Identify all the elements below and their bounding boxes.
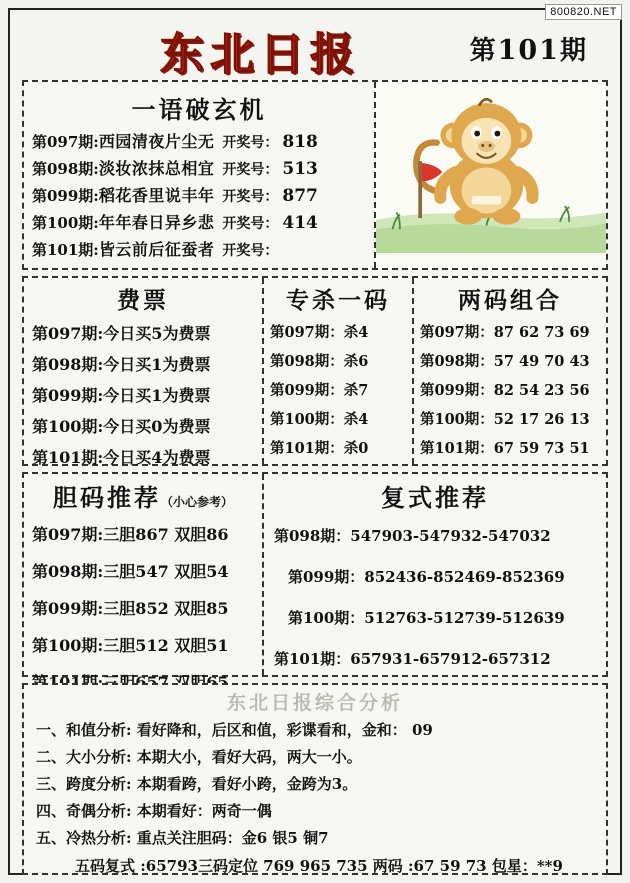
- feipiao-row: 第098期:今日买1为费票: [32, 355, 211, 374]
- fushi-row: 第101期：657931-657912-657312: [274, 650, 551, 668]
- analysis-footer: 五码复式 :65793三码定位 769 965 735 两码 :67 59 73 包星：**9: [75, 857, 563, 875]
- shayima-row: 第100期：杀4: [270, 411, 369, 428]
- section-three-columns: [22, 276, 608, 466]
- riddle-phrase: 年年春日异乡悲: [98, 213, 215, 232]
- danma-title: [24, 474, 262, 515]
- riddle-kj-number: 414: [282, 213, 318, 233]
- section-analysis: [22, 683, 608, 875]
- riddle-row: [24, 154, 374, 181]
- site-watermark: 800820.NET: [545, 4, 622, 20]
- analysis-row: 一、和值分析: 看好降和，后区和值，彩谍看和，金和： 09: [36, 721, 433, 739]
- liangma-row: 第101期：67 59 73 51: [420, 440, 590, 457]
- riddle-period: 第099期:: [32, 187, 99, 205]
- shayima-row: 第101期：杀0: [270, 440, 369, 457]
- issue-suffix: 期: [559, 36, 588, 66]
- riddle-row: [24, 235, 374, 262]
- riddle-kj-label: 开奖号：: [222, 243, 279, 259]
- monkey-illustration: [376, 82, 606, 253]
- riddle-kj-label: 开奖号：: [222, 162, 279, 178]
- issue-prefix: 第: [469, 36, 498, 66]
- riddle-row: [24, 181, 374, 208]
- riddle-kj-number: 513: [282, 159, 318, 179]
- riddle-phrase: 稻花香里说丰年: [98, 186, 215, 205]
- riddle-list: [24, 82, 376, 268]
- riddle-kj-label: 开奖号：: [222, 189, 279, 205]
- feipiao-row: 第100期:今日买0为费票: [32, 417, 211, 436]
- liangma-title: 两码组合: [458, 287, 562, 314]
- column-fushi: [264, 474, 606, 675]
- riddle-phrase: 西园清夜片尘无: [98, 132, 215, 151]
- danma-row: 第098期:三胆547 双胆54: [32, 562, 229, 581]
- liangma-row: 第097期：87 62 73 69: [420, 324, 590, 341]
- riddle-period: 第097期:: [32, 133, 99, 151]
- shayima-row: 第099期：杀7: [270, 382, 369, 399]
- section-recommendations: [22, 472, 608, 677]
- page-title: 东北日报: [160, 29, 360, 80]
- analysis-row: 二、大小分析: 本期大小，看好大码，两大一小。: [36, 748, 362, 766]
- issue-label: [470, 30, 588, 67]
- column-liangma: [414, 278, 606, 464]
- riddle-kj-label: 开奖号：: [222, 135, 279, 151]
- riddle-kj-number: 818: [282, 132, 318, 152]
- page-header: [20, 16, 610, 80]
- section-riddle: [22, 80, 608, 270]
- feipiao-row: 第101期:今日买4为费票: [32, 448, 211, 467]
- riddle-kj-number: 877: [282, 186, 318, 206]
- liangma-row: 第100期：52 17 26 13: [420, 411, 590, 428]
- fushi-title: 复式推荐: [381, 483, 489, 512]
- analysis-row: 五、冷热分析: 重点关注胆码：金6 银5 铜7: [36, 829, 329, 847]
- analysis-row: 三、跨度分析: 本期看跨，看好小跨，金跨为3。: [36, 775, 358, 793]
- riddle-kj-label: 开奖号：: [222, 216, 279, 232]
- riddle-row: [24, 127, 374, 154]
- riddle-period: 第098期:: [32, 160, 99, 178]
- analysis-row: 四、奇偶分析: 本期看好：两奇一偶: [36, 802, 272, 820]
- feipiao-row: 第097期:今日买5为费票: [32, 324, 211, 343]
- fushi-row: 第098期：547903-547932-547032: [274, 527, 551, 545]
- fushi-row: 第100期：512763-512739-512639: [288, 609, 565, 627]
- riddle-title: 一语破玄机: [131, 95, 267, 124]
- column-danma: [24, 474, 264, 675]
- shayima-row: 第098期：杀6: [270, 353, 369, 370]
- column-shayima: [264, 278, 414, 464]
- issue-number: 101: [497, 35, 560, 66]
- page-frame: [8, 8, 622, 875]
- riddle-period: 第100期:: [32, 214, 99, 232]
- column-feipiao: [24, 278, 264, 467]
- danma-title-text: 胆码推荐: [52, 483, 161, 512]
- riddle-period: 第101期:: [32, 241, 99, 259]
- feipiao-row: 第099期:今日买1为费票: [32, 386, 211, 405]
- danma-row: 第100期:三胆512 双胆51: [32, 636, 229, 655]
- shayima-title: 专杀一码: [286, 287, 390, 314]
- illustration-panel: [376, 82, 606, 268]
- liangma-row: 第098期：57 49 70 43: [420, 353, 590, 370]
- riddle-phrase: 皆云前后征蚕者: [98, 240, 215, 259]
- shayima-row: 第097期：杀4: [270, 324, 369, 341]
- danma-note: （小心参考）: [160, 495, 233, 509]
- feipiao-title: 费票: [117, 287, 169, 314]
- riddle-phrase: 淡妆浓抹总相宜: [98, 159, 215, 178]
- liangma-row: 第099期：82 54 23 56: [420, 382, 590, 399]
- fushi-row: 第099期：852436-852469-852369: [288, 568, 565, 586]
- danma-row: 第099期:三胆852 双胆85: [32, 599, 229, 618]
- danma-row: 第097期:三胆867 双胆86: [32, 525, 229, 544]
- riddle-row: [24, 208, 374, 235]
- analysis-title: 东北日报综合分析: [226, 692, 403, 714]
